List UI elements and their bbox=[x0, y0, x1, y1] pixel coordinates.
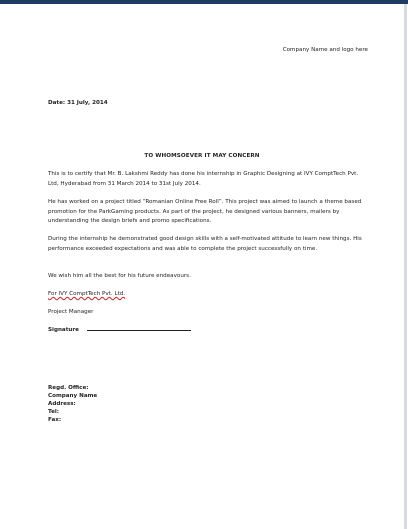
letter-page bbox=[0, 4, 407, 529]
signoff-company: For IVY ComptTech Pvt. Ltd. bbox=[48, 291, 126, 297]
paragraph-certification: This is to certify that Mr. B. Lakshmi Reddy has done his internship in Graphic Designing at IVY ComptTech Pvt. Ltd, Hyderabad from 31 March 2014 to 31st July 2014. bbox=[48, 171, 359, 187]
signature-label: Signature bbox=[48, 327, 79, 333]
paragraph-project: He has worked on a project titled “Romanian Online Free Roll”. This project was aimed to launch a theme based promotion for the ParkGaming products. As part of the project, he designed various banners, mailers by understanding the design briefs and promo specifications. bbox=[48, 199, 362, 225]
signature-row bbox=[48, 325, 191, 333]
footer-contact-block bbox=[48, 384, 97, 424]
footer-fax: Fax: bbox=[48, 417, 62, 423]
paragraph-wishes: We wish him all the best for his future endeavours. bbox=[48, 273, 191, 279]
letter-subject: TO WHOMSOEVER IT MAY CONCERN bbox=[144, 153, 260, 159]
signature-line bbox=[87, 325, 191, 331]
footer-address: Address: bbox=[48, 401, 76, 407]
footer-regd-office: Regd. Office: bbox=[48, 385, 89, 391]
signoff-role: Project Manager bbox=[48, 309, 94, 315]
letter-date: Date: 31 July, 2014 bbox=[48, 100, 108, 106]
paragraph-performance: During the internship he demonstrated good design skills with a self-motivated attitude to learn new things. His performance exceeded expectations and was able to complete the project successfully on time. bbox=[48, 236, 362, 252]
footer-company-name: Company Name bbox=[48, 393, 98, 399]
company-logo-placeholder: Company Name and logo here bbox=[282, 47, 368, 53]
footer-tel: Tel: bbox=[48, 409, 60, 415]
